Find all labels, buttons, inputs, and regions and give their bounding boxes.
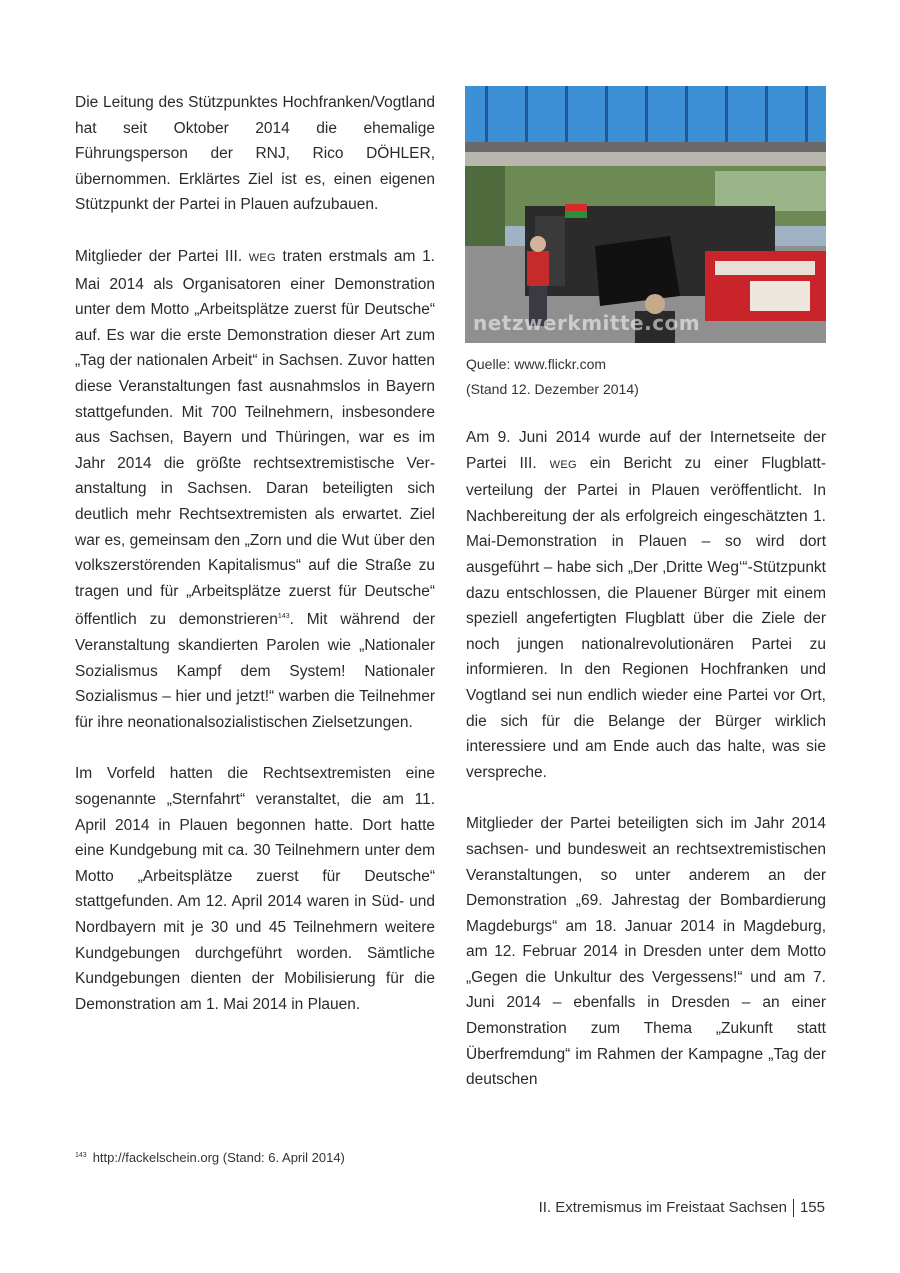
left-column: [75, 90, 435, 1043]
demonstration-photo: [465, 86, 826, 343]
paragraph-text: Die Leitung des Stützpunktes Hochfranken/Vogtland hat seit Oktober 2014 die ehemalige Führungsperson der RNJ, Rico DÖHLER, übernommen. Erklärtes Ziel ist es, einen eigenen Stützpunkt der Partei in Plauen aufzubauen.: [75, 94, 435, 214]
paragraph-text: . Mit während der Veranstaltung skandierten Parolen wie „Nationaler Sozialismus Kampf dem System! Nationaler Sozialismus – hier und jetzt!“ warben die Teilnehmer für ihre neonationalsozialistischen Zielsetzungen.: [75, 611, 435, 731]
paragraph-stuetzpunkt: [75, 90, 435, 218]
footnote-text: http://fackelschein.org (Stand: 6. April 2014): [92, 1150, 345, 1165]
photo-watermark: netzwerkmitte.com: [473, 311, 701, 335]
paragraph-demonstration: [75, 244, 435, 735]
footnote: [75, 1150, 345, 1165]
paragraph-text: Im Vorfeld hatten die Rechtsextremisten eine sogenannte „Sternfahrt“ veranstaltet, die am 11. April 2014 in Plauen begonnen hatte. Dort hatte eine Kundgebung mit ca. 30 Teilnehmern unter dem Motto „Arbeitsplätze zuerst für Deutsche“ stattgefunden. Am 12. April 2014 waren in Süd- und Nordbayern mit je 30 und 45 Teilnehmern weitere Kundgebungen durchgeführt worden. Sämtliche Kundgebungen dienten der Mobilisierung für die Demonstration am 1. Mai 2014 in Plauen.: [75, 765, 435, 1013]
paragraph-sternfahrt: [75, 761, 435, 1017]
page-number: 155: [799, 1199, 825, 1216]
demonstration-photo-graphic: [465, 86, 826, 343]
paragraph-flugblatt: [466, 425, 826, 785]
footer-section-title: II. Extremismus im Freistaat Sachsen: [538, 1199, 787, 1216]
paragraph-text: Mitglieder der Partei III.: [75, 247, 249, 265]
paragraph-text: traten erstmals am 1. Mai 2014 als Organisatoren einer Demonstration unter dem Motto „Arbeitsplätze zuerst für Deutsche“ auf. Es war die erste Demonstration dieser Art zum „Tag der nationalen Arbeit“ in Sachsen. Zuvor hatten diese Veranstaltungen fast ausnahmslos in Bayern stattgefunden. Mit 700 Teilnehmern, insbesondere aus Sachsen, Bayern und Thüringen, war es im Jahr 2014 die größte rechtsextremistische Veranstaltung in Sachsen. Daran beteiligten sich deutlich mehr Rechtsextremisten als erwartet. Ziel war es, gemeinsam den „Zorn und die Wut über den volkszerstörenden Kapitalismus“ auf die Straße zu tragen und für „Arbeitsplätze zuerst für Deutsche“ öffentlich zu demonstrieren: [75, 247, 435, 629]
party-name-smallcaps: WEG: [248, 251, 276, 264]
footnote-number: 143: [75, 1151, 87, 1159]
page-footer: [539, 1199, 825, 1217]
footnote-reference: 143: [277, 613, 290, 621]
right-column: [466, 425, 826, 1119]
paragraph-text: ein Bericht zu einer Flugblattverteilung der Partei in Plauen veröffentlicht. In Nachbereitung der als erfolgreich eingeschätzten 1. Mai-Demonstration in Plauen – so wird dort ausgeführt – habe sich „Der ‚Dritte Weg‘“-Stützpunkt dazu entschlossen, die Plauener Bürger mit einem speziell angefertigten Flugblatt über die Ziele der noch jungen nationalrevolutionären Partei zu informieren. In den Regionen Hochfranken und Vogtland sei nun endlich wieder eine Partei vor Ort, die sich für die Belange der Bürger wirklich interessiere und am Ende auch das halte, was sie verspreche.: [466, 454, 826, 781]
paragraph-text: Mitglieder der Partei beteiligten sich im Jahr 2014 sachsen- und bundesweit an rechtsextremistischen Veranstaltungen, so unter anderem an der Demonstration „69. Jahrestag der Bombardierung Magdeburgs“ am 18. Januar 2014 in Magdeburg, am 12. Februar 2014 in Dresden unter dem Motto „Gegen die Unkultur des Vergessens!“ und am 7. Juni 2014 – ebenfalls in Dresden – an einer Demonstration zum Thema „Zukunft statt Überfremdung“ im Rahmen der Kampagne „Tag der deutschen: [466, 815, 826, 1089]
paragraph-veranstaltungen: [466, 811, 826, 1093]
caption-source: Quelle: www.flickr.com: [466, 356, 607, 372]
party-name-smallcaps: WEG: [549, 458, 577, 471]
paragraph-text: Am 9. Juni 2014 wurde auf der Internetseite der Partei III.: [466, 429, 826, 472]
photo-caption: [466, 352, 826, 402]
caption-date: (Stand 12. Dezember 2014): [466, 381, 639, 397]
footer-divider: [793, 1199, 794, 1217]
